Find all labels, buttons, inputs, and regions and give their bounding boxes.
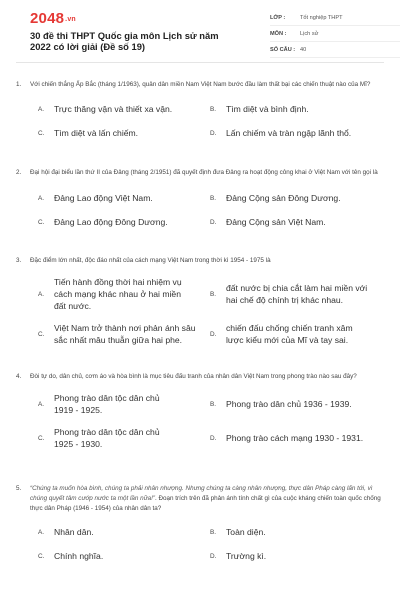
question-text [16, 168, 386, 178]
option-c[interactable] [38, 426, 210, 450]
question-text [16, 372, 386, 382]
page-title: 30 đề thi THPT Quốc gia môn Lịch sử năm 2022 có lời giải (Đề số 19) [30, 30, 219, 52]
option-text: Nhân dân. [54, 527, 94, 537]
meta-label: LỚP : [270, 14, 286, 21]
meta-value: 40 [300, 46, 307, 53]
option-a[interactable] [38, 192, 210, 204]
options [16, 103, 386, 139]
meta-label: MÔN : [270, 30, 287, 37]
option-row [16, 127, 386, 139]
option-letter: B. [210, 528, 217, 536]
option-a[interactable] [38, 276, 210, 312]
option-text: Phong trào dân tộc dân chủ 1919 - 1925. [54, 393, 160, 415]
meta-row-subject [270, 26, 400, 42]
question-body: Đòi tự do, dân chủ, cơm áo và hòa bình là mục tiêu đấu tranh của nhân dân Việt Nam trong phong trào nào sau đây? [30, 373, 357, 380]
option-letter: A. [38, 528, 45, 536]
option-letter: C. [38, 218, 45, 226]
question-body: Đại hội đại biểu lần thứ II của Đảng (tháng 2/1951) đã quyết định đưa Đảng ra hoạt động công khai ở Việt Nam với tên gọi là [30, 169, 378, 176]
question-number: 2. [16, 169, 22, 176]
option-a[interactable] [38, 526, 210, 538]
option-b[interactable] [210, 192, 382, 204]
question-4 [16, 372, 386, 458]
option-letter: D. [210, 434, 217, 442]
option-a[interactable] [38, 103, 210, 115]
option-row [16, 276, 386, 312]
meta-row-class [270, 10, 400, 26]
option-a[interactable] [38, 392, 210, 416]
option-text: Lấn chiếm và tràn ngập lãnh thổ. [226, 128, 352, 138]
option-text: Đảng Cộng sản Đông Dương. [226, 193, 341, 203]
meta-value: Tốt nghiệp THPT [300, 14, 343, 21]
option-b[interactable] [210, 276, 382, 312]
option-letter: D. [210, 129, 217, 137]
question-number: 5. [16, 485, 22, 492]
option-text: chiến đấu chống chiến tranh xâm lược kiểu mới của Mĩ và tay sai. [226, 323, 353, 345]
option-letter: D. [210, 330, 217, 338]
question-5 [16, 484, 386, 570]
meta-row-count [270, 42, 400, 58]
question-1 [16, 80, 386, 147]
option-row [16, 322, 386, 346]
option-text: Phong trào dân tộc dân chủ 1925 - 1930. [54, 427, 160, 449]
option-letter: C. [38, 330, 45, 338]
option-text: Tìm diệt và lấn chiếm. [54, 128, 139, 138]
option-letter: A. [38, 290, 45, 298]
options [16, 276, 386, 346]
options [16, 392, 386, 450]
option-b[interactable] [210, 526, 382, 538]
option-text: Toàn diện. [226, 527, 266, 537]
option-text: Đảng Lao động Đông Dương. [54, 217, 168, 227]
options [16, 192, 386, 228]
option-letter: A. [38, 105, 45, 113]
question-text [16, 80, 386, 90]
option-d[interactable] [210, 426, 382, 450]
meta-label: SỐ CÂU : [270, 46, 296, 53]
option-letter: B. [210, 105, 217, 113]
option-letter: B. [210, 290, 217, 298]
option-c[interactable] [38, 322, 210, 346]
option-letter: C. [38, 434, 45, 442]
option-d[interactable] [210, 550, 382, 562]
option-letter: A. [38, 400, 45, 408]
option-letter: A. [38, 194, 45, 202]
option-text: Đảng Lao động Việt Nam. [54, 193, 153, 203]
option-text: đất nước bị chia cắt làm hai miền với hai chế độ chính trị khác nhau. [226, 283, 368, 305]
option-text: Trực thăng vận và thiết xa vận. [54, 104, 173, 114]
option-letter: D. [210, 218, 217, 226]
option-b[interactable] [210, 103, 382, 115]
option-row [16, 216, 386, 228]
question-number: 3. [16, 257, 22, 264]
meta-value: Lịch sử [300, 30, 319, 37]
question-number: 4. [16, 373, 22, 380]
option-d[interactable] [210, 216, 382, 228]
question-2 [16, 168, 386, 236]
option-c[interactable] [38, 127, 210, 139]
question-quote: “Chúng ta muốn hòa bình, chúng ta phải nhân nhượng. Nhưng chúng ta càng nhân nhượng, thực dân Pháp càng lấn tới, vì chúng quyết tâm cướp nước ta một lần nữa!” [30, 485, 373, 502]
option-text: Chính nghĩa. [54, 551, 104, 561]
site-logo[interactable] [30, 10, 76, 27]
question-body: Đặc điểm lớn nhất, độc đáo nhất của cách mạng Việt Nam trong thời kì 1954 - 1975 là [30, 257, 271, 264]
logo-tld: .vn [65, 15, 76, 23]
option-letter: C. [38, 129, 45, 137]
option-row [16, 550, 386, 562]
option-letter: C. [38, 552, 45, 560]
option-b[interactable] [210, 392, 382, 416]
question-text [16, 256, 386, 266]
option-row [16, 192, 386, 204]
logo-text: 2048 [30, 10, 65, 27]
option-row [16, 526, 386, 538]
option-letter: D. [210, 552, 217, 560]
question-3 [16, 256, 386, 354]
question-body [30, 484, 386, 514]
question-number: 1. [16, 81, 22, 88]
option-text: Phong trào dân chủ 1936 - 1939. [226, 399, 352, 409]
option-letter: B. [210, 400, 217, 408]
question-body: Với chiến thắng Ấp Bắc (tháng 1/1963), quân dân miền Nam Việt Nam bước đầu làm thất bại các chiến thuật nào của Mĩ? [30, 81, 371, 88]
option-row [16, 103, 386, 115]
option-text: Đảng Cộng sản Việt Nam. [226, 217, 326, 227]
option-letter: B. [210, 194, 217, 202]
option-text: Trường kì. [226, 551, 267, 561]
option-d[interactable] [210, 127, 382, 139]
option-text: Phong trào cách mạng 1930 - 1931. [226, 433, 364, 443]
options [16, 526, 386, 562]
exam-meta [270, 10, 400, 58]
option-row [16, 426, 386, 450]
option-c[interactable] [38, 550, 210, 562]
option-d[interactable] [210, 322, 382, 346]
option-text: Tìm diệt và bình định. [226, 104, 309, 114]
question-stem: . Đoạn trích trên đã phản ánh tính chất gì của cuộc kháng chiến toàn quốc chống thực dân Pháp (1946 - 1954) của nhân dân ta? [30, 495, 381, 512]
option-c[interactable] [38, 216, 210, 228]
header [16, 0, 384, 63]
option-row [16, 392, 386, 416]
option-text: Việt Nam trở thành nơi phản ánh sâu sắc nhất mâu thuẫn giữa hai phe. [54, 323, 196, 345]
option-text: Tiến hành đồng thời hai nhiệm vụ cách mạng khác nhau ở hai miền đất nước. [54, 277, 182, 311]
question-text [16, 484, 386, 514]
